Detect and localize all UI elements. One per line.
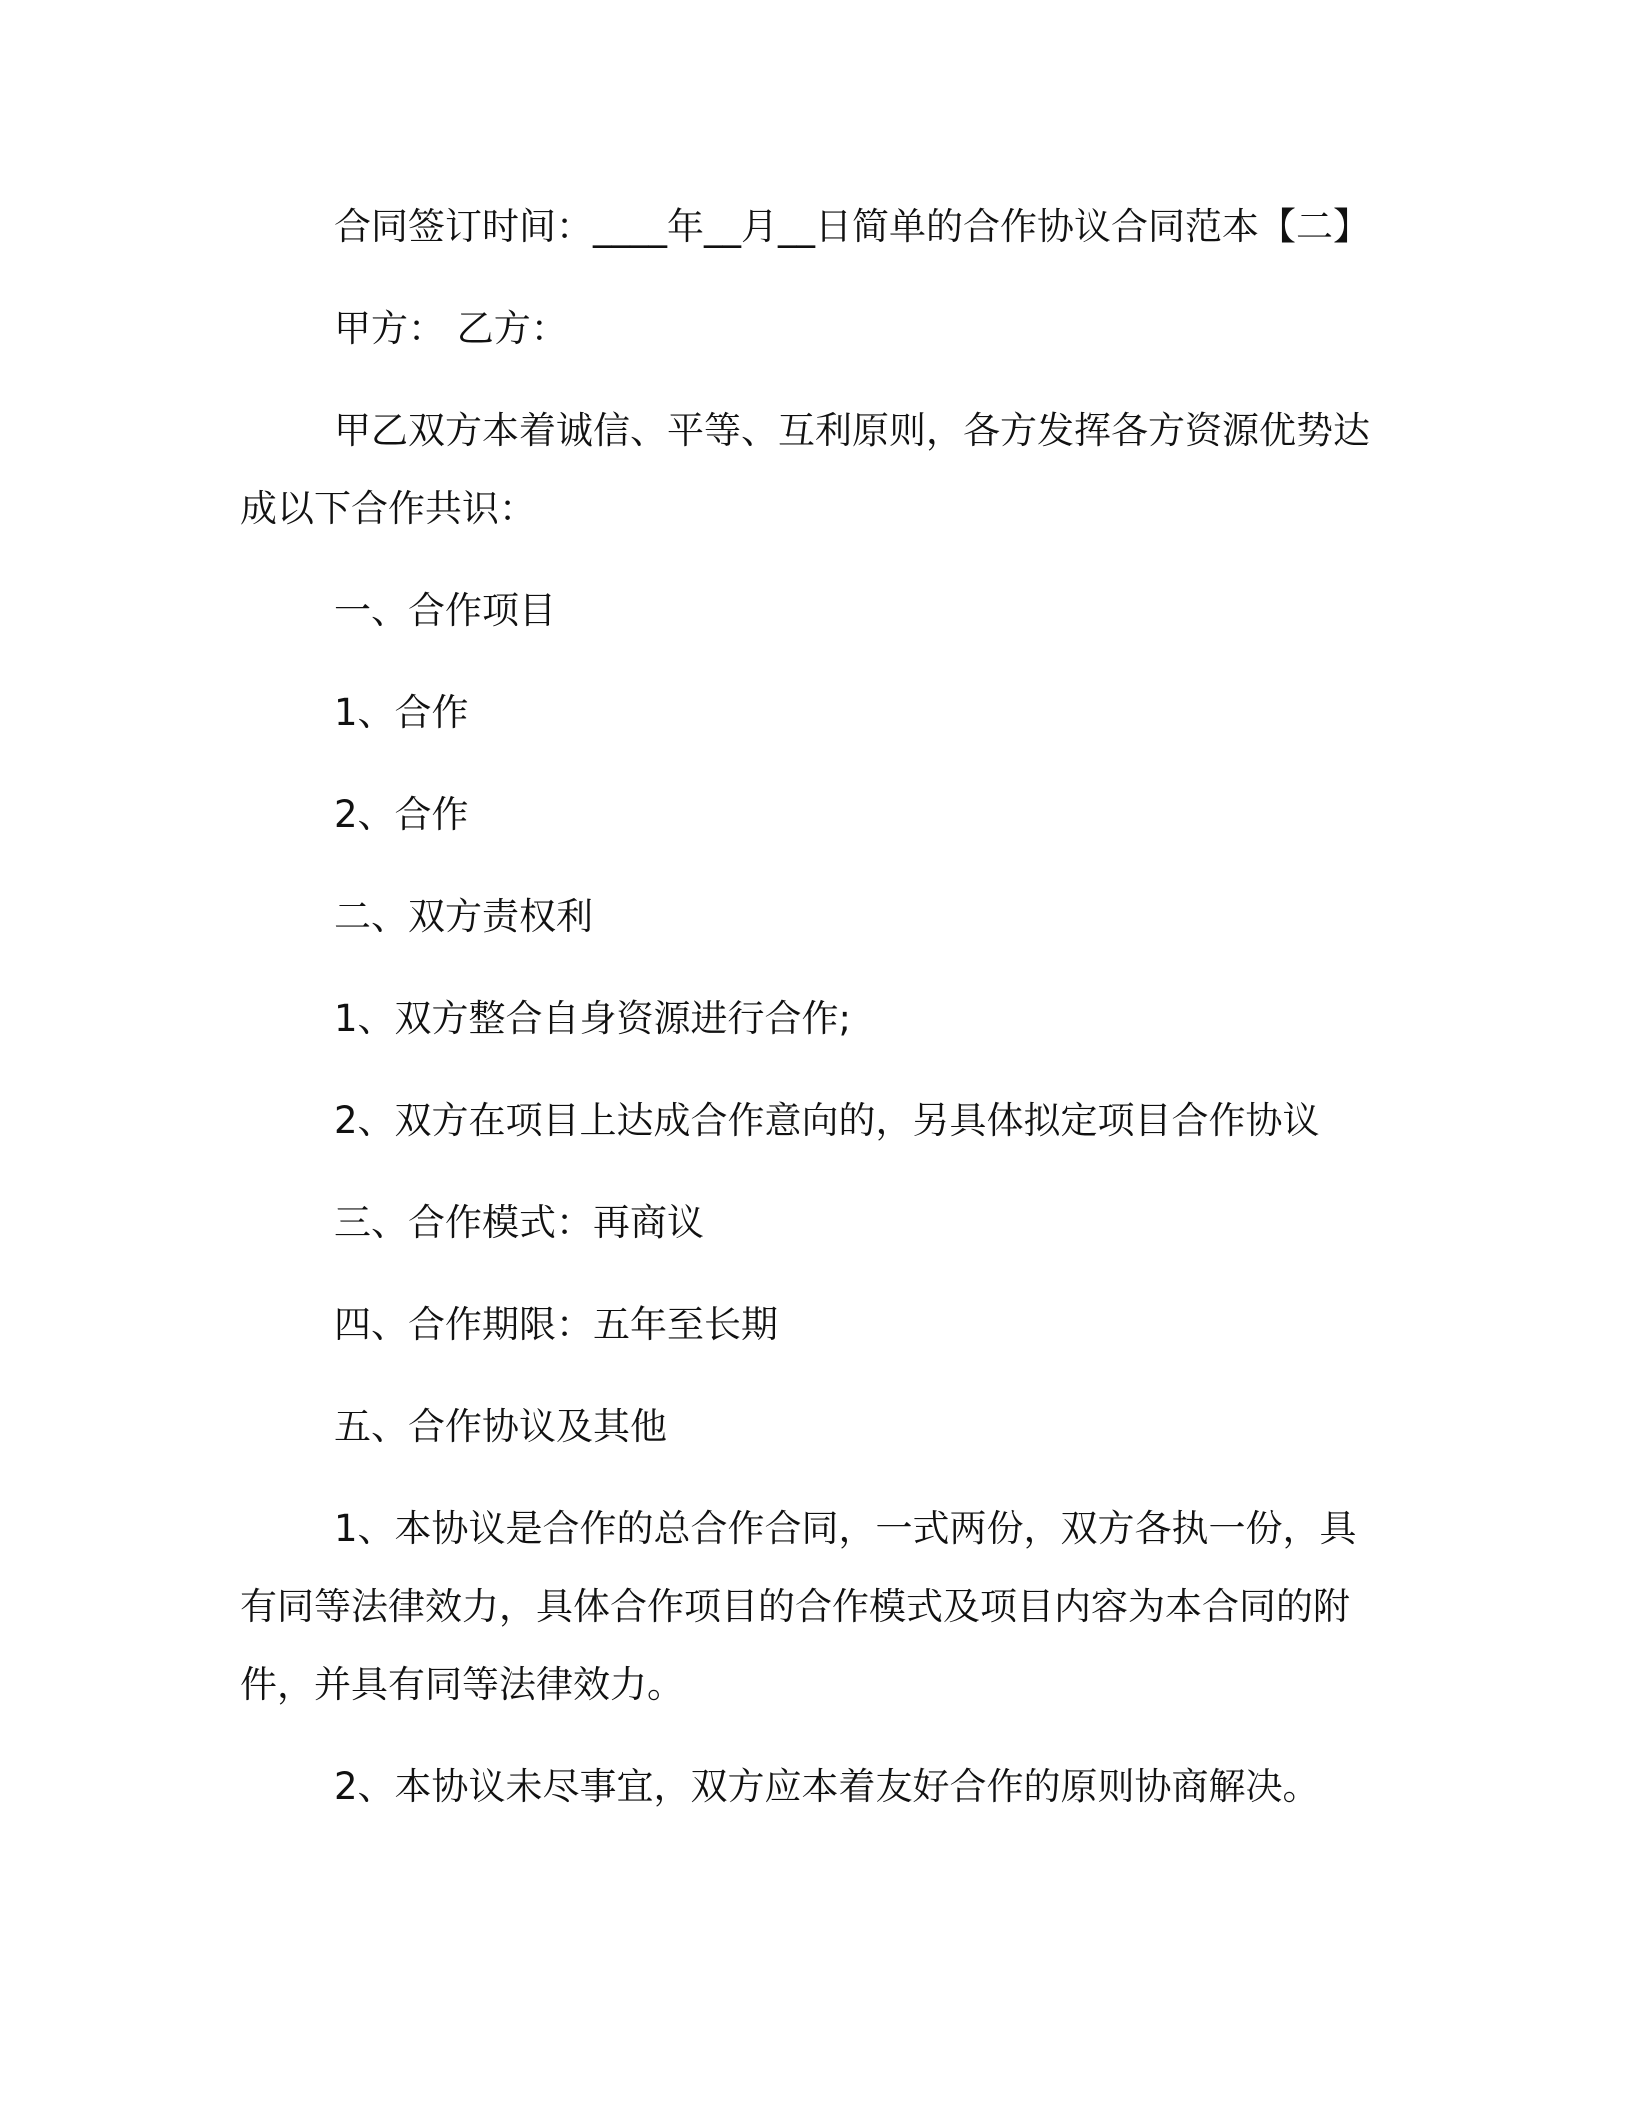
section-heading-3: 三、合作模式：再商议 <box>334 1201 704 1244</box>
list-item: 1、本协议是合作的总合作合同，一式两份，双方各执一份，具有同等法律效力，具体合作项目的合作模式及项目内容为本合同的附件，并具有同等法律效力。 <box>240 1507 1357 1706</box>
list-item: 1、合作 <box>334 691 469 734</box>
preamble-paragraph: 甲乙双方本着诚信、平等、互利原则，各方发挥各方资源优势达成以下合作共识： <box>240 409 1370 530</box>
signing-date-and-title: 合同签订时间：____年__月__日简单的合作协议合同范本【二】 <box>334 205 1370 248</box>
section-heading-5: 五、合作协议及其他 <box>334 1405 667 1448</box>
list-item: 2、本协议未尽事宜，双方应本着友好合作的原则协商解决。 <box>334 1765 1320 1808</box>
document-body <box>240 188 1380 1826</box>
section-heading-4: 四、合作期限：五年至长期 <box>334 1303 778 1346</box>
parties-line: 甲方： 乙方： <box>334 307 568 350</box>
list-item: 2、合作 <box>334 793 469 836</box>
section-heading-1: 一、合作项目 <box>334 589 556 632</box>
list-item: 1、双方整合自身资源进行合作; <box>334 997 852 1040</box>
list-item: 2、双方在项目上达成合作意向的，另具体拟定项目合作协议 <box>334 1099 1320 1142</box>
section-heading-2: 二、双方责权利 <box>334 895 593 938</box>
